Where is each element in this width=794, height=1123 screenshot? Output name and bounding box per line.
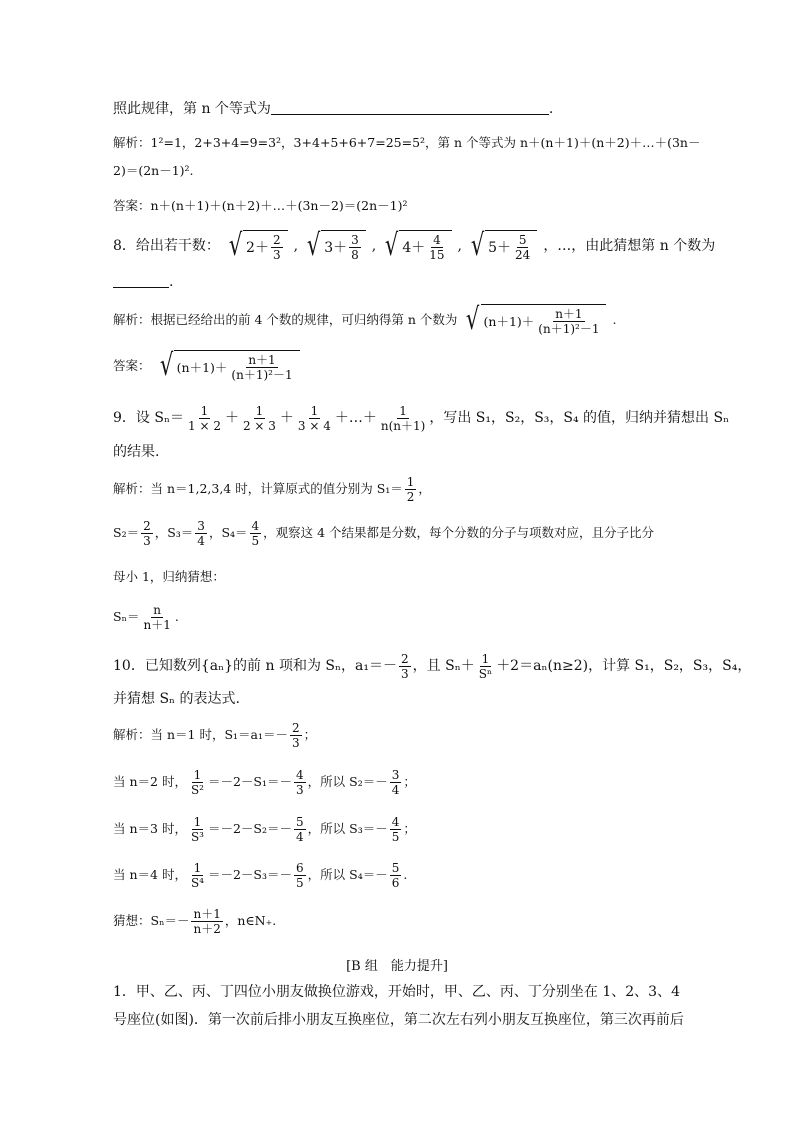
q7-end-mark: . — [548, 101, 554, 117]
answer-blank-8 — [113, 273, 169, 288]
radical-1-int: 2＋ — [246, 239, 269, 256]
a10-r4-text: 当 n＝4 时， — [113, 867, 187, 882]
plus-sign: ＋ — [224, 410, 239, 426]
a10-r2-mid: ＝－2－S₁＝－ — [207, 774, 293, 789]
a10-r2-num2: 3 — [391, 767, 400, 782]
analysis-7-line2: 2)＝(2n－1)². — [113, 163, 194, 178]
a9-s2-label: S₂＝ — [113, 525, 140, 540]
radical-3-num: 4 — [433, 233, 441, 247]
a10-r2-fden: S² — [190, 782, 204, 797]
analysis-8 — [113, 302, 616, 338]
section-b-heading: [B 组 能力提升] — [346, 959, 448, 974]
a10-r1-end: ； — [303, 727, 317, 742]
a9-l1-text: 解析：当 n＝1,2,3,4 时，计算原式的值分别为 S₁＝ — [113, 481, 403, 496]
analysis-8-end: . — [612, 312, 617, 327]
q10-part-c: ＋2＝aₙ(n≥2)，计算 S₁，S₂，S₃，S₄， — [496, 658, 752, 674]
a10-r3-num2: 4 — [391, 814, 400, 829]
answer-blank — [271, 100, 549, 115]
a10-guess-text: 猜想：Sₙ＝－ — [113, 913, 190, 928]
a10-r4-end: . — [403, 867, 408, 882]
analysis-10-row2 — [113, 765, 416, 799]
a9-sn-den: n＋1 — [143, 617, 171, 632]
a10-r4-den2: 6 — [391, 875, 400, 890]
q10-a1-den: 3 — [401, 666, 409, 681]
a10-r1-num: 2 — [292, 720, 300, 735]
a9-l1-end: ， — [418, 481, 431, 496]
q8-end-mark: . — [169, 274, 174, 290]
answer-8-label: 答案： — [113, 358, 151, 373]
a10-r4-so: ，所以 S₄＝－ — [307, 867, 388, 882]
a10-r4-num2: 5 — [391, 860, 400, 875]
q9-f2-den: 2 × 3 — [242, 418, 276, 433]
radical-4: √ 5＋ $\frac{5}{24}$ — [468, 230, 537, 262]
answer-8-radical: √ (n＋1)＋ $\frac{n+1}{\text{(n＋1)²－1}}$ — [157, 350, 300, 382]
a9-s4-label: ，S₄＝ — [208, 525, 248, 540]
q10-frac-den: Sⁿ — [478, 666, 493, 681]
a9-s4-num: 4 — [251, 518, 260, 533]
analysis-9-line3: 母小 1，归纳猜想： — [113, 569, 225, 584]
a10-r2-den2: 4 — [391, 782, 400, 797]
answer-8-rad-den: (n＋1)²－1 — [231, 368, 293, 382]
radical-2-den: 8 — [351, 248, 359, 262]
analysis-8-radical: √ (n＋1)＋ $\frac{n+1}{\text{(n＋1)²－1}}$ — [463, 304, 606, 336]
a10-r2-fnum: 1 — [193, 767, 202, 782]
q10-frac-num: 1 — [481, 651, 490, 666]
question-b1-line2: 号座位(如图)．第一次前后排小朋友互换座位，第二次左右列小朋友互换座位，第三次再前后 — [113, 1012, 684, 1028]
radical-1-den: 3 — [272, 248, 281, 262]
a9-l2-end: ，观察这 4 个结果都是分数，每个分数的分子与项数对应，且分子比分 — [263, 525, 655, 540]
a9-sn-label: Sₙ＝ — [113, 609, 140, 624]
question-7-tail — [113, 100, 553, 118]
analysis-8-rad-den: (n＋1)²－1 — [538, 322, 600, 336]
a10-r3-so: ，所以 S₃＝－ — [307, 821, 388, 836]
a10-guess-num: n＋1 — [193, 906, 221, 921]
radical-3: √ 4＋ $\frac{4}{15}$ — [382, 230, 451, 262]
a10-r1-text: 解析：当 n＝1 时，S₁＝a₁＝－ — [113, 727, 288, 742]
analysis-10-row3 — [113, 812, 416, 846]
analysis-10-guess — [113, 904, 276, 938]
a9-s3-den: 4 — [197, 533, 205, 548]
q9-f4-num: 1 — [399, 403, 407, 418]
ellipsis-sum: ＋…＋ — [334, 410, 377, 426]
analysis-8-rad-int: (n＋1)＋ — [483, 313, 535, 329]
question-9-line2: 的结果. — [113, 444, 160, 460]
analysis-9-line1 — [113, 472, 431, 506]
a10-r4-num: 6 — [296, 860, 304, 875]
q8-suffix: ，…，由此猜想第 n 个数为 — [543, 238, 716, 254]
radical-4-int: 5＋ — [488, 239, 512, 256]
question-10-line2: 并猜想 Sₙ 的表达式. — [113, 691, 240, 707]
q10-part-b: ，且 Sₙ＋ — [412, 658, 475, 674]
radical-2-num: 3 — [351, 233, 359, 247]
radical-3-int: 4＋ — [402, 239, 426, 256]
q8-prefix: 8．给出若干数： — [113, 238, 220, 254]
question-9 — [113, 398, 729, 438]
answer-8-rad-num: n＋1 — [248, 353, 276, 367]
a9-l4-end: . — [174, 609, 179, 624]
q9-f1-den: 1 × 2 — [188, 418, 221, 433]
a10-guess-den: n＋2 — [193, 921, 221, 936]
question-b1-line1: 1．甲、乙、丙、丁四位小朋友做换位游戏，开始时，甲、乙、丙、丁分别坐在 1、2、3、4 — [113, 984, 680, 1000]
q9-f4-den: n(n＋1) — [380, 418, 426, 433]
a10-r2-num: 4 — [296, 767, 304, 782]
radical-4-num: 5 — [518, 233, 527, 247]
question-10 — [113, 648, 751, 684]
radical-1: √ 2＋ $\frac{2}{3}$ — [226, 230, 288, 262]
a10-r2-so: ，所以 S₂＝－ — [307, 774, 388, 789]
question-8-blank-line — [113, 273, 173, 291]
a10-r2-end: ； — [403, 774, 416, 789]
a10-r4-mid: ＝－2－S₃＝－ — [207, 867, 293, 882]
a10-guess-end: ，n∈N₊. — [224, 913, 277, 928]
a9-sn-num: n — [153, 602, 162, 617]
q7-tail-text: 照此规律，第 n 个等式为 — [113, 101, 271, 117]
a10-r3-mid: ＝－2－S₂＝－ — [207, 821, 293, 836]
a10-r3-fden: S³ — [190, 829, 204, 844]
a10-r1-den: 3 — [292, 735, 300, 750]
analysis-8-text: 解析：根据已经给出的前 4 个数的规律，可归纳得第 n 个数为 — [113, 312, 458, 327]
q9-suffix: ，写出 S₁，S₂，S₃，S₄ 的值，归纳并猜想出 Sₙ — [429, 410, 730, 426]
q10-part-a: 10．已知数列{aₙ}的前 n 项和为 Sₙ，a₁＝－ — [113, 658, 398, 674]
a10-r3-den2: 5 — [391, 829, 400, 844]
plus-sign: ＋ — [279, 410, 294, 426]
a9-s2-den: 3 — [143, 533, 151, 548]
q9-f1-num: 1 — [200, 403, 209, 418]
a9-s4-den: 5 — [251, 533, 260, 548]
a10-r2-text: 当 n＝2 时， — [113, 774, 187, 789]
analysis-10-row1 — [113, 718, 316, 752]
a10-r3-text: 当 n＝3 时， — [113, 821, 187, 836]
analysis-7-line1: 解析：1²=1，2+3+4=9=3²，3+4+5+6+7=25=5²，第 n 个等式为 n＋(n＋1)＋(n＋2)＋…＋(3n－ — [113, 135, 701, 150]
analysis-9-line4 — [113, 600, 179, 634]
q9-prefix: 9．设 Sₙ＝ — [113, 410, 185, 426]
radical-1-num: 2 — [272, 233, 281, 247]
a10-r3-end: ； — [403, 821, 416, 836]
radical-2: √ 3＋ $\frac{3}{8}$ — [304, 230, 366, 262]
a9-s3-label: ，S₃＝ — [154, 525, 194, 540]
answer-8-rad-int: (n＋1)＋ — [176, 359, 228, 375]
q9-f3-num: 1 — [310, 403, 319, 418]
radical-4-den: 24 — [515, 248, 531, 262]
q9-f3-den: 3 × 4 — [297, 418, 331, 433]
a10-r3-fnum: 1 — [193, 814, 202, 829]
q9-f2-num: 1 — [255, 403, 264, 418]
analysis-9-line2 — [113, 516, 654, 550]
a10-r4-den: 5 — [296, 875, 304, 890]
question-8: 8．给出若干数： √ 2＋ $\frac{2}{3}$ , √ 3＋ $\frac{3}{8}$ , √ 4＋ $\frac{4}{15}$ , √ 5＋ $\frac{5}{24}$ ，…，由此猜想第 n 个数为 — [113, 228, 716, 263]
a9-s1-num: 1 — [406, 474, 415, 489]
radical-3-den: 15 — [429, 248, 445, 262]
a10-r2-den: 3 — [296, 782, 304, 797]
analysis-8-rad-num: n＋1 — [555, 307, 583, 321]
q10-a1-num: 2 — [401, 651, 409, 666]
a9-s1-den: 2 — [406, 489, 415, 504]
a10-r4-fden: S⁴ — [190, 875, 204, 890]
a9-s3-num: 3 — [197, 518, 205, 533]
analysis-10-row4 — [113, 858, 407, 892]
a10-r3-num: 5 — [296, 814, 304, 829]
a10-r4-fnum: 1 — [193, 860, 202, 875]
a10-r3-den: 4 — [296, 829, 304, 844]
a9-s2-num: 2 — [143, 518, 151, 533]
radical-2-int: 3＋ — [324, 239, 348, 256]
answer-7: 答案：n＋(n＋1)＋(n＋2)＋…＋(3n－2)＝(2n－1)² — [113, 198, 408, 213]
answer-8 — [113, 348, 306, 384]
